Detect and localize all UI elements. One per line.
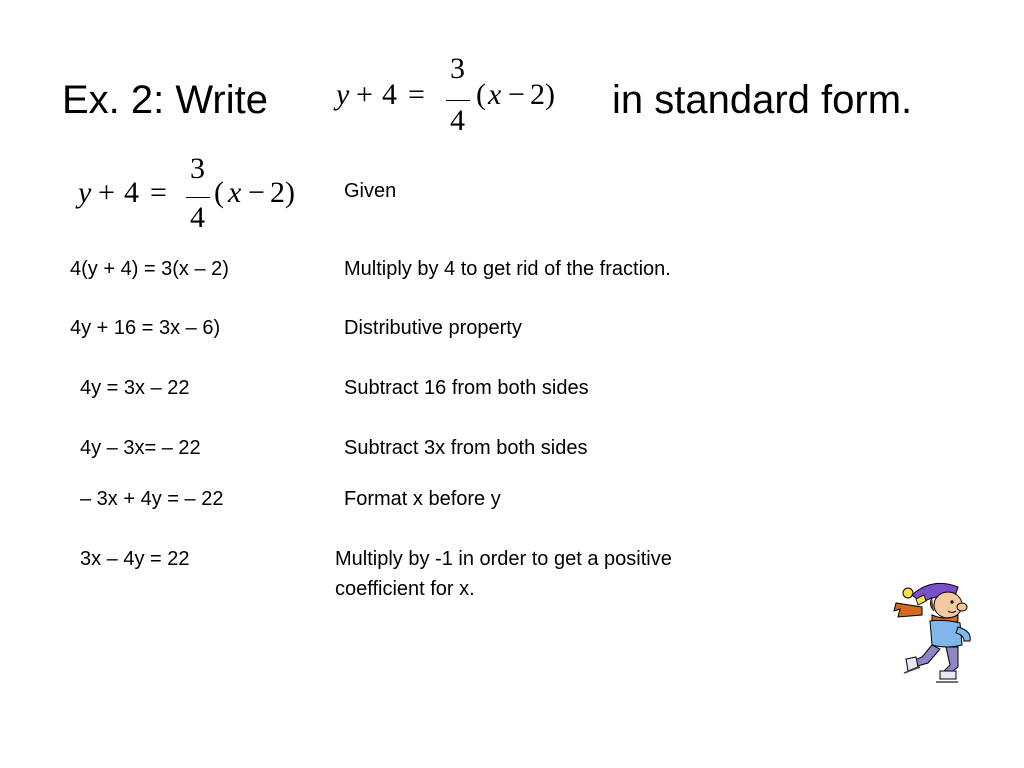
step-2-work: 4(y + 4) = 3(x – 2) bbox=[70, 258, 229, 280]
step-5-work: 4y – 3x= – 22 bbox=[80, 437, 201, 459]
title-equation bbox=[330, 52, 590, 148]
title-eq-tail: 2) bbox=[530, 78, 555, 111]
given-eq-numerator: 3 bbox=[190, 152, 205, 185]
given-eq-tail: 2) bbox=[270, 176, 295, 209]
step-3-reason: Distributive property bbox=[344, 317, 522, 339]
given-equation bbox=[74, 152, 334, 244]
title-eq-minus: − bbox=[508, 78, 525, 111]
step-4-work: 4y = 3x – 22 bbox=[80, 377, 190, 399]
title-eq-equals: = bbox=[408, 78, 425, 111]
ice-skater-clipart bbox=[892, 575, 984, 685]
title-eq-denominator: 4 bbox=[450, 104, 465, 137]
title-eq-open-paren: ( bbox=[476, 78, 486, 111]
step-4-reason: Subtract 16 from both sides bbox=[344, 377, 589, 399]
step-6-work: – 3x + 4y = – 22 bbox=[80, 488, 224, 510]
title-eq-fraction bbox=[446, 52, 470, 148]
step-5-reason: Subtract 3x from both sides bbox=[344, 437, 588, 459]
given-eq-x: x bbox=[228, 176, 242, 209]
given-eq-equals: = bbox=[150, 176, 167, 209]
title-eq-numerator: 3 bbox=[450, 52, 465, 85]
step-3-work: 4y + 16 = 3x – 6) bbox=[70, 317, 221, 339]
step-7-work: 3x – 4y = 22 bbox=[80, 548, 190, 570]
step-6-reason: Format x before y bbox=[344, 488, 501, 510]
step-7-reason-line2: coefficient for x. bbox=[335, 578, 475, 600]
title-eq-y: y bbox=[336, 78, 350, 111]
given-eq-denominator: 4 bbox=[190, 201, 205, 234]
title-eq-x: x bbox=[488, 78, 502, 111]
title-eq-four: 4 bbox=[382, 78, 397, 111]
given-eq-plus: + bbox=[98, 176, 115, 209]
step-2-reason: Multiply by 4 to get rid of the fraction. bbox=[344, 258, 671, 280]
given-eq-fraction-bar bbox=[186, 197, 210, 198]
given-eq-minus: − bbox=[248, 176, 265, 209]
step-7-reason: Multiply by -1 in order to get a positive bbox=[335, 548, 672, 570]
given-eq-four: 4 bbox=[124, 176, 139, 209]
title-eq-plus: + bbox=[356, 78, 373, 111]
title-suffix: in standard form. bbox=[612, 78, 913, 122]
given-eq-y: y bbox=[78, 176, 92, 209]
given-eq-open-paren: ( bbox=[214, 176, 224, 209]
step-1-reason: Given bbox=[344, 180, 397, 202]
given-eq-fraction bbox=[186, 152, 210, 244]
title-eq-fraction-bar bbox=[446, 100, 470, 101]
title-prefix: Ex. 2: Write bbox=[62, 78, 268, 122]
